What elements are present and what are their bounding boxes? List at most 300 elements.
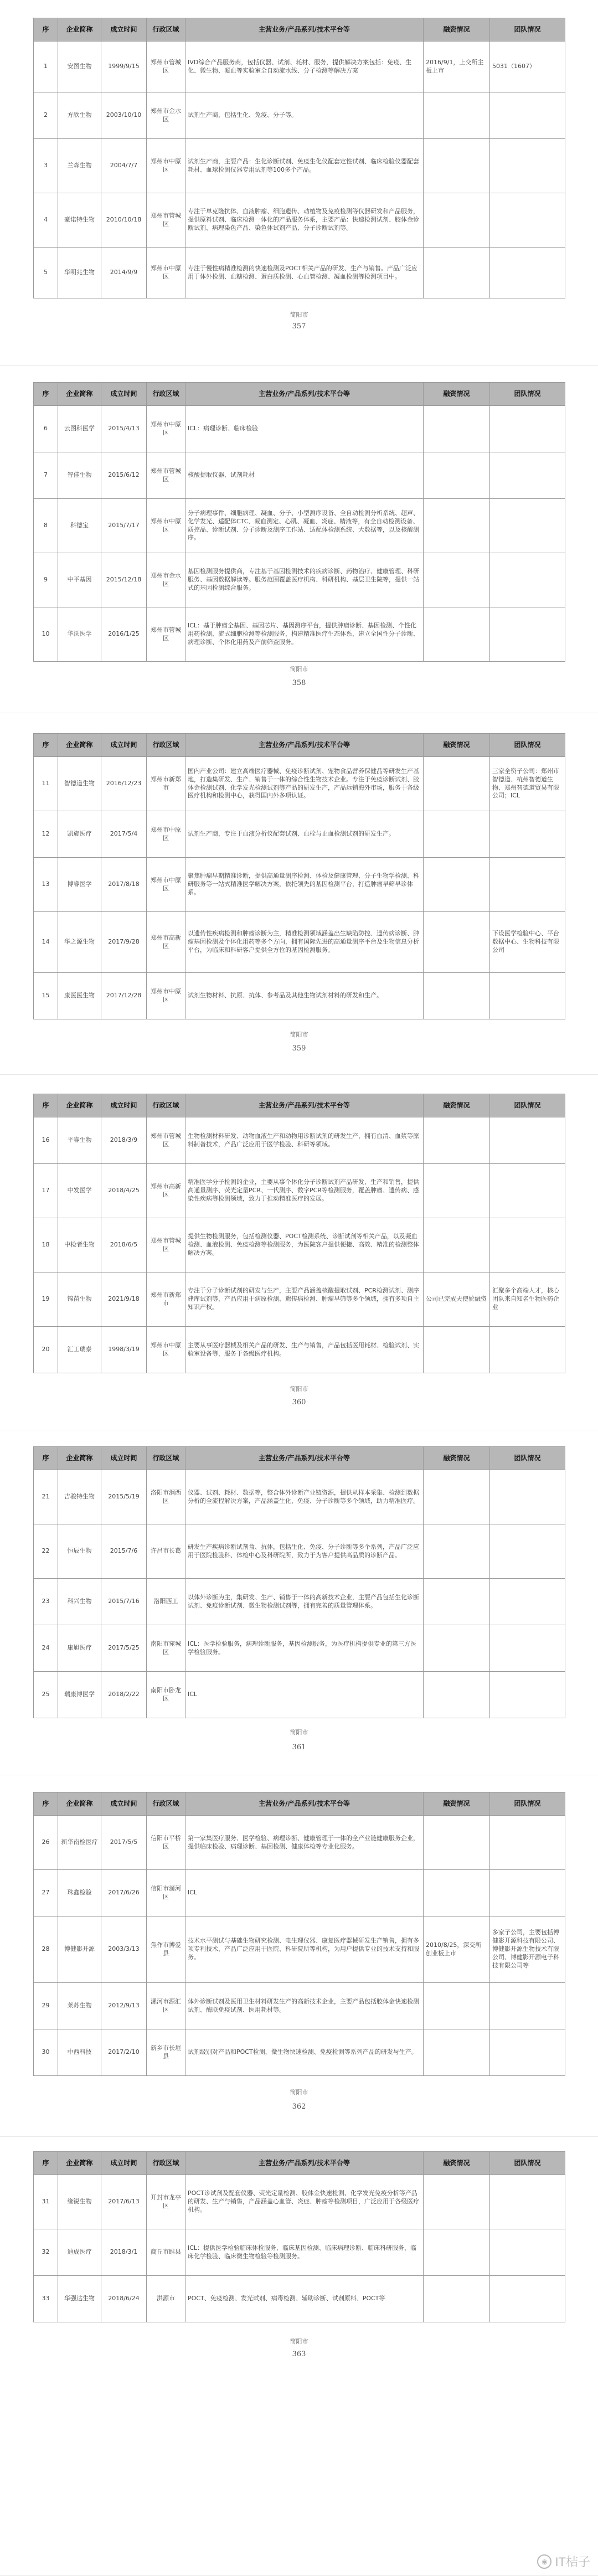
row-business: 技术水平测试与基础生物研究检测、电生理仪器、康复医疗器械研发生产销售，拥有多项专利技术，产品广泛应用于医院、科研院所等机构，为用户提供专业的技术支持和服务。 — [185, 1916, 424, 1983]
report-page — [0, 367, 598, 713]
row-team — [490, 139, 565, 193]
row-team — [490, 1983, 565, 2029]
row-region: 郑州市中原区 — [147, 406, 185, 452]
row-region: 郑州市中原区 — [147, 811, 185, 858]
row-founded-date: 2017/6/13 — [101, 2175, 147, 2229]
row-founded-date: 2015/5/19 — [101, 1470, 147, 1524]
row-region: 郑州市中原区 — [147, 248, 185, 298]
row-financing — [424, 92, 490, 139]
row-business: ICL：基于肿瘤全基因、基因芯片、基因测序平台，提供肿瘤诊断、基因检测、个性化用药检测、流式细胞检测等检测服务，构建精准医疗生态体系，建立全国性分子诊断、病理诊断、个体化用药及产前筛查服务。 — [185, 607, 424, 662]
row-team — [490, 1117, 565, 1164]
row-financing — [424, 1870, 490, 1916]
row-business: 提供生物检测服务，包括检测仪器、POCT检测系统、诊断试剂等相关产品，以及凝血检测、血液检测、免疫检测等检测服务，为医院客户提供便捷、高效、精准的检测整体解决方案。 — [185, 1218, 424, 1272]
header-founded: 成立时间 — [101, 1792, 147, 1816]
row-company-name: 中发医学 — [58, 1164, 101, 1218]
row-founded-date: 2017/8/18 — [101, 858, 147, 912]
page-number: 358 — [292, 679, 306, 687]
row-financing — [424, 406, 490, 452]
row-financing — [424, 139, 490, 193]
row-region: 南阳市卧龙区 — [147, 1672, 185, 1718]
row-seq: 18 — [34, 1218, 58, 1272]
row-business: 聚焦肿瘤早期精准诊断，提供高通量测序检测、体检及健康管理、分子生物学检测、科研服务等一站式精准医学解决方案，依托领先的基因检测平台，打造肿瘤早筛早诊体系。 — [185, 858, 424, 912]
header-company: 企业简称 — [58, 1792, 101, 1816]
row-seq: 23 — [34, 1579, 58, 1625]
row-company-name: 瑞康博医学 — [58, 1672, 101, 1718]
row-seq: 8 — [34, 499, 58, 553]
row-region: 郑州市管城区 — [147, 1218, 185, 1272]
header-company: 企业简称 — [58, 1447, 101, 1470]
row-seq: 31 — [34, 2175, 58, 2229]
row-region: 郑州市中原区 — [147, 1327, 185, 1373]
row-company-name: 中平基因 — [58, 553, 101, 607]
row-region: 郑州市金水区 — [147, 92, 185, 139]
row-region: 郑州市管城区 — [147, 193, 185, 248]
row-region: 漯河市源汇区 — [147, 1983, 185, 2029]
row-region: 商丘市睢县 — [147, 2229, 185, 2276]
report-page — [0, 1431, 598, 1775]
company-table — [33, 733, 565, 1019]
row-team: 5031（1607） — [490, 42, 565, 92]
table-row — [34, 1164, 565, 1218]
row-seq: 2 — [34, 92, 58, 139]
row-team: 多家子公司，主要包括博健影开源科技有限公司、博健影开源生物技术有限公司、博健影开源电子科技有限公司等 — [490, 1916, 565, 1983]
table-row — [34, 1916, 565, 1983]
row-company-name: 中检者生物 — [58, 1218, 101, 1272]
header-region: 行政区域 — [147, 1094, 185, 1117]
company-table — [33, 1792, 565, 2076]
header-team: 团队情况 — [490, 1792, 565, 1816]
page-footer-label: 简阳市 — [290, 1385, 308, 1393]
row-financing — [424, 499, 490, 553]
row-region: 南阳市宛城区 — [147, 1625, 185, 1672]
row-financing — [424, 553, 490, 607]
row-company-name: 豪诺特生物 — [58, 193, 101, 248]
header-region: 行政区域 — [147, 1792, 185, 1816]
row-financing — [424, 757, 490, 811]
report-page — [0, 0, 598, 366]
row-seq: 9 — [34, 553, 58, 607]
header-business: 主营业务/产品系列/技术平台等 — [185, 1094, 424, 1117]
row-region: 洛阳西工 — [147, 1579, 185, 1625]
header-business: 主营业务/产品系列/技术平台等 — [185, 1792, 424, 1816]
table-row — [34, 406, 565, 452]
row-company-name: 康旭医疗 — [58, 1625, 101, 1672]
row-founded-date: 2018/4/25 — [101, 1164, 147, 1218]
header-seq: 序 — [34, 1792, 58, 1816]
row-business: 核酸提取仪器、试剂耗材 — [185, 452, 424, 499]
row-seq: 12 — [34, 811, 58, 858]
row-company-name: 兰森生物 — [58, 139, 101, 193]
header-seq: 序 — [34, 2152, 58, 2175]
row-business: 生物检测材料研发、动物血液生产和动物用诊断试剂的研发生产，拥有血清、血浆等原料制备技术，产品广泛应用于医学检验、科研等领域。 — [185, 1117, 424, 1164]
row-business: ICL — [185, 1672, 424, 1718]
row-region: 信阳市浉河区 — [147, 1870, 185, 1916]
page-number: 357 — [292, 322, 306, 331]
row-company-name: 康医医生物 — [58, 973, 101, 1019]
row-business: 以遗传性疾病检测和肿瘤诊断为主，精准检测领域涵盖出生缺陷防控、遗传病诊断、肿瘤基因检测及个体化用药等多个方向，拥有国际先进的高通量测序平台及生物信息分析平台，为临床和科研客户提供全方位的基因检测服务。 — [185, 912, 424, 973]
page-number: 363 — [292, 2350, 306, 2358]
row-region: 郑州市新郑市 — [147, 757, 185, 811]
table-row — [34, 757, 565, 811]
row-financing — [424, 1816, 490, 1870]
table-row — [34, 1272, 565, 1327]
company-table — [33, 1446, 565, 1718]
table-row — [34, 42, 565, 92]
row-financing — [424, 1470, 490, 1524]
table-row — [34, 1470, 565, 1524]
row-business: ICL：提供医学检验临床体检服务、临床基因检测、临床病理诊断、临床科研服务、临床化学检验、临床微生物检验等检测服务。 — [185, 2229, 424, 2276]
row-company-name: 珠鑫检验 — [58, 1870, 101, 1916]
row-team — [490, 406, 565, 452]
row-business: 精准医学分子检测的企业，主要从事个体化分子诊断试剂产品研发、生产和销售，提供高通量测序、荧光定量PCR、一代测序、数字PCR等检测服务，覆盖肿瘤、遗传病、感染性疾病等检测领域，致力于推动精准医疗的发展。 — [185, 1164, 424, 1218]
header-company: 企业简称 — [58, 383, 101, 406]
header-founded: 成立时间 — [101, 18, 147, 42]
row-financing — [424, 2029, 490, 2076]
row-team — [490, 1625, 565, 1672]
row-founded-date: 2017/12/28 — [101, 973, 147, 1019]
row-financing — [424, 1625, 490, 1672]
table-row — [34, 139, 565, 193]
row-seq: 22 — [34, 1524, 58, 1579]
header-region: 行政区域 — [147, 18, 185, 42]
table-header-row — [34, 734, 565, 757]
row-company-name: 云图科医学 — [58, 406, 101, 452]
row-company-name: 华明兆生物 — [58, 248, 101, 298]
row-seq: 11 — [34, 757, 58, 811]
row-region: 郑州市新郑市 — [147, 1272, 185, 1327]
row-founded-date: 2017/5/4 — [101, 811, 147, 858]
row-team — [490, 499, 565, 553]
row-region: 洛阳市涧西区 — [147, 1470, 185, 1524]
row-founded-date: 2018/6/24 — [101, 2276, 147, 2322]
row-business: 国内产业公司：建立高端医疗器械、免疫诊断试剂、宠物食品营养保健品等研发生产基地，打造集研发、生产、销售于一体的综合性生物技术企业。专注于免疫诊断试剂、胶体金检测试剂、化学发光检测试剂等产品的研发生产，产品远销海外市场，服务于各级医疗机构和检测中心，获得国内外多项认证。 — [185, 757, 424, 811]
row-company-name: 吉骏特生物 — [58, 1470, 101, 1524]
row-business: 试剂生产商，专注于血液分析仪配套试剂、血栓与止血检测试剂的研发生产。 — [185, 811, 424, 858]
row-founded-date: 2012/9/13 — [101, 1983, 147, 2029]
row-seq: 13 — [34, 858, 58, 912]
row-company-name: 迪成医疗 — [58, 2229, 101, 2276]
row-business: 基因检测服务提供商，专注基于基因检测技术的疾病诊断、药物治疗、健康管理、科研服务、基因数据解读等。服务范围覆盖医疗机构、科研机构、基层卫生院等，提供一站式的基因检测综合服务。 — [185, 553, 424, 607]
company-table — [33, 2151, 565, 2322]
header-business: 主营业务/产品系列/技术平台等 — [185, 383, 424, 406]
report-page — [0, 1075, 598, 1430]
row-founded-date: 2017/5/5 — [101, 1816, 147, 1870]
header-business: 主营业务/产品系列/技术平台等 — [185, 734, 424, 757]
header-founded: 成立时间 — [101, 2152, 147, 2175]
row-business: POCT、免疫检测、发光试剂、病毒检测、辅助诊断、试剂原料、POCT等 — [185, 2276, 424, 2322]
row-seq: 5 — [34, 248, 58, 298]
row-team — [490, 2276, 565, 2322]
row-team — [490, 1672, 565, 1718]
table-row — [34, 912, 565, 973]
row-team — [490, 92, 565, 139]
watermark-text: IT桔子 — [555, 2555, 590, 2569]
row-seq: 17 — [34, 1164, 58, 1218]
row-region: 焦作市博爱县 — [147, 1916, 185, 1983]
row-team — [490, 1164, 565, 1218]
row-financing — [424, 973, 490, 1019]
report-page — [0, 2137, 598, 2576]
row-founded-date: 2015/7/6 — [101, 1524, 147, 1579]
table-row — [34, 1870, 565, 1916]
row-business: 以体外诊断为主，集研发、生产、销售于一体的高新技术企业，主要产品包括生化诊断试剂、免疫诊断试剂、微生物检测试剂等，拥有完善的质量管理体系。 — [185, 1579, 424, 1625]
row-founded-date: 2018/6/5 — [101, 1218, 147, 1272]
row-region: 郑州市中原区 — [147, 858, 185, 912]
row-financing — [424, 1218, 490, 1272]
header-region: 行政区域 — [147, 383, 185, 406]
page-number: 360 — [292, 1398, 306, 1407]
company-table — [33, 382, 565, 662]
row-region: 许昌市长葛 — [147, 1524, 185, 1579]
row-company-name: 中西科技 — [58, 2029, 101, 2076]
row-financing — [424, 1524, 490, 1579]
row-financing — [424, 2276, 490, 2322]
row-seq: 29 — [34, 1983, 58, 2029]
row-team — [490, 858, 565, 912]
row-team — [490, 607, 565, 662]
page-number: 362 — [292, 2103, 306, 2111]
row-team — [490, 1579, 565, 1625]
page-number: 359 — [292, 1044, 306, 1053]
row-region: 郑州市金水区 — [147, 553, 185, 607]
row-company-name: 锦苗生物 — [58, 1272, 101, 1327]
row-seq: 28 — [34, 1916, 58, 1983]
row-business: 体外诊断试剂及医用卫生材料研发生产的高新技术企业，主要产品包括胶体金快速检测试剂、酶联免疫试剂、医用耗材等。 — [185, 1983, 424, 2029]
row-company-name: 新华南检医疗 — [58, 1816, 101, 1870]
header-financing: 融资情况 — [424, 18, 490, 42]
row-founded-date: 2010/10/18 — [101, 193, 147, 248]
row-seq: 33 — [34, 2276, 58, 2322]
header-seq: 序 — [34, 18, 58, 42]
header-founded: 成立时间 — [101, 383, 147, 406]
row-seq: 25 — [34, 1672, 58, 1718]
header-region: 行政区域 — [147, 1447, 185, 1470]
row-team — [490, 553, 565, 607]
row-seq: 32 — [34, 2229, 58, 2276]
table-row — [34, 607, 565, 662]
row-seq: 3 — [34, 139, 58, 193]
row-seq: 27 — [34, 1870, 58, 1916]
row-company-name: 莱苏生物 — [58, 1983, 101, 2029]
row-business: IVD综合产品服务商，包括仪器、试剂、耗材、服务，提供解决方案包括：免疫、生化、微生物、凝血等实验室全自动流水线、分子检测等解决方案 — [185, 42, 424, 92]
table-row — [34, 452, 565, 499]
row-financing: 公司已完成天使轮融资 — [424, 1272, 490, 1327]
row-company-name: 安图生物 — [58, 42, 101, 92]
row-financing — [424, 912, 490, 973]
table-header-row — [34, 2152, 565, 2175]
row-founded-date: 2017/5/25 — [101, 1625, 147, 1672]
row-financing — [424, 811, 490, 858]
row-company-name: 科兴生物 — [58, 1579, 101, 1625]
row-founded-date: 2018/2/22 — [101, 1672, 147, 1718]
row-seq: 16 — [34, 1117, 58, 1164]
row-region: 郑州市管城区 — [147, 1117, 185, 1164]
row-region: 开封市龙亭区 — [147, 2175, 185, 2229]
row-seq: 1 — [34, 42, 58, 92]
row-founded-date: 2016/12/23 — [101, 757, 147, 811]
table-row — [34, 973, 565, 1019]
row-business: 专注于慢性病精准检测的快速检测及POCT相关产品的研发、生产与销售。产品广泛应用于体外检测、血糖检测、蛋白质检测、心血管检测、凝血检测等检测项目中。 — [185, 248, 424, 298]
row-business: 仪器、试剂、耗材、数据等，整合体外诊断产业链资源，提供从样本采集、检测到数据分析的全流程解决方案，产品涵盖生化、免疫、分子诊断等多个领域，助力精准医疗。 — [185, 1470, 424, 1524]
row-founded-date: 2014/9/9 — [101, 248, 147, 298]
row-founded-date: 2003/3/13 — [101, 1916, 147, 1983]
row-seq: 10 — [34, 607, 58, 662]
row-financing — [424, 1579, 490, 1625]
company-table — [33, 1094, 565, 1373]
row-business: 分子病理事件、细胞病理、凝血、分子、小型测序设备、全自动检测分析系统、超声、化学发光、适配体CTC、凝血测定、心肌、凝血、炎症、精液等，有全自动检测设备、质控品、诊断试剂、分子诊断及测序工作站、适配体检测系统、大数据等，以及核酸测序。 — [185, 499, 424, 553]
row-seq: 19 — [34, 1272, 58, 1327]
row-business: 专注于分子诊断试剂的研发与生产，主要产品涵盖核酸提取试剂、PCR检测试剂、测序建库试剂等，产品应用于病原检测、遗传病检测、肿瘤早筛等多个领域，拥有多项自主知识产权。 — [185, 1272, 424, 1327]
row-company-name: 华沃医学 — [58, 607, 101, 662]
page-footer-label: 简阳市 — [290, 1729, 308, 1736]
header-financing: 融资情况 — [424, 1447, 490, 1470]
row-founded-date: 2017/2/10 — [101, 2029, 147, 2076]
row-business: 第一家集医疗服务、医学检验、病理诊断、健康管理于一体的全产业链健康服务企业，提供临床检验、病理诊断、基因检测、健康体检等专业化服务。 — [185, 1816, 424, 1870]
company-table — [33, 18, 565, 298]
table-row — [34, 1983, 565, 2029]
header-company: 企业简称 — [58, 2152, 101, 2175]
header-financing: 融资情况 — [424, 1792, 490, 1816]
row-team: 三家全资子公司：郑州市智德道、杭州智德道生物、郑州智德道贸易有限公司；ICL — [490, 757, 565, 811]
row-business: 试剂生物材料、抗原、抗体、参考品及其他生物试剂材料的研发和生产。 — [185, 973, 424, 1019]
row-business: ICL — [185, 1870, 424, 1916]
table-row — [34, 2229, 565, 2276]
row-team — [490, 1816, 565, 1870]
row-team — [490, 1870, 565, 1916]
row-founded-date: 2015/6/12 — [101, 452, 147, 499]
row-financing — [424, 193, 490, 248]
row-business: ICL：病理诊断、临床检验 — [185, 406, 424, 452]
table-row — [34, 2175, 565, 2229]
row-founded-date: 2015/7/16 — [101, 1579, 147, 1625]
header-founded: 成立时间 — [101, 1447, 147, 1470]
table-row — [34, 858, 565, 912]
header-company: 企业简称 — [58, 18, 101, 42]
row-founded-date: 2015/12/18 — [101, 553, 147, 607]
report-page — [0, 714, 598, 1075]
header-team: 团队情况 — [490, 2152, 565, 2175]
row-seq: 6 — [34, 406, 58, 452]
row-region: 郑州市管城区 — [147, 42, 185, 92]
row-founded-date: 2003/10/10 — [101, 92, 147, 139]
table-row — [34, 1672, 565, 1718]
row-founded-date: 2021/9/18 — [101, 1272, 147, 1327]
row-financing — [424, 858, 490, 912]
header-team: 团队情况 — [490, 1447, 565, 1470]
camera-icon: ◉ — [537, 2554, 551, 2569]
row-business: ICL：医学检验服务，病理诊断服务，基因检测服务，为医疗机构提供专业的第三方医学检验服务。 — [185, 1625, 424, 1672]
header-business: 主营业务/产品系列/技术平台等 — [185, 1447, 424, 1470]
row-region: 郑州市中原区 — [147, 499, 185, 553]
table-row — [34, 248, 565, 298]
row-team — [490, 1524, 565, 1579]
row-team — [490, 193, 565, 248]
row-seq: 4 — [34, 193, 58, 248]
row-team — [490, 1470, 565, 1524]
page-footer-label: 简阳市 — [290, 666, 308, 673]
row-company-name: 博睿医学 — [58, 858, 101, 912]
row-founded-date: 2015/4/13 — [101, 406, 147, 452]
row-seq: 26 — [34, 1816, 58, 1870]
row-financing — [424, 2175, 490, 2229]
row-region: 郑州市管城区 — [147, 607, 185, 662]
row-founded-date: 2004/7/7 — [101, 139, 147, 193]
table-header-row — [34, 1447, 565, 1470]
row-seq: 21 — [34, 1470, 58, 1524]
table-header-row — [34, 1792, 565, 1816]
header-business: 主营业务/产品系列/技术平台等 — [185, 18, 424, 42]
row-team — [490, 1327, 565, 1373]
row-company-name: 华之源生物 — [58, 912, 101, 973]
row-team: 下设医学检验中心、平台数据中心、生物科技有限公司 — [490, 912, 565, 973]
row-company-name: 恒辰生物 — [58, 1524, 101, 1579]
row-region: 新乡市长垣县 — [147, 2029, 185, 2076]
header-financing: 融资情况 — [424, 1094, 490, 1117]
row-team — [490, 2229, 565, 2276]
row-seq: 30 — [34, 2029, 58, 2076]
row-team — [490, 452, 565, 499]
header-team: 团队情况 — [490, 734, 565, 757]
table-row — [34, 811, 565, 858]
row-region: 郑州市中原区 — [147, 139, 185, 193]
page-number: 361 — [292, 1743, 306, 1751]
row-seq: 24 — [34, 1625, 58, 1672]
row-business: 主要从事医疗器械及相关产品的研发、生产与销售，产品包括医用耗材、检验试剂、实验室设备等，服务于各级医疗机构。 — [185, 1327, 424, 1373]
row-team — [490, 2029, 565, 2076]
row-business: 研发生产疾病诊断试剂盒、抗体，包括生化、免疫、分子诊断等多个系列，产品广泛应用于医院检验科、体检中心及科研院所，致力于为客户提供高品质的诊断产品。 — [185, 1524, 424, 1579]
header-region: 行政区域 — [147, 734, 185, 757]
row-founded-date: 2018/3/9 — [101, 1117, 147, 1164]
row-team — [490, 2175, 565, 2229]
row-financing — [424, 1327, 490, 1373]
row-business: POCT诊试剂及配套仪器、荧光定量检测、胶体金快速检测、化学发光免疫分析等产品的研发、生产与销售，产品涵盖心血管、炎症、肿瘤等检测项目，广泛应用于各级医疗机构。 — [185, 2175, 424, 2229]
row-founded-date: 2017/9/28 — [101, 912, 147, 973]
header-founded: 成立时间 — [101, 734, 147, 757]
header-company: 企业简称 — [58, 1094, 101, 1117]
table-row — [34, 1816, 565, 1870]
table-row — [34, 1218, 565, 1272]
row-region: 郑州市中原区 — [147, 973, 185, 1019]
row-company-name: 智佳生物 — [58, 452, 101, 499]
header-region: 行政区域 — [147, 2152, 185, 2175]
row-region: 信阳市平桥区 — [147, 1816, 185, 1870]
row-financing — [424, 2229, 490, 2276]
row-team — [490, 1218, 565, 1272]
row-company-name: 博健影开源 — [58, 1916, 101, 1983]
table-row — [34, 1524, 565, 1579]
page-footer-label: 简阳市 — [290, 2089, 308, 2096]
header-seq: 序 — [34, 1094, 58, 1117]
row-founded-date: 2018/3/1 — [101, 2229, 147, 2276]
row-seq: 7 — [34, 452, 58, 499]
table-row — [34, 193, 565, 248]
row-company-name: 平睿生物 — [58, 1117, 101, 1164]
row-financing — [424, 1672, 490, 1718]
row-financing — [424, 607, 490, 662]
header-team: 团队情况 — [490, 18, 565, 42]
row-company-name: 智德道生物 — [58, 757, 101, 811]
row-financing: 2010/8/25，深交所创业板上市 — [424, 1916, 490, 1983]
row-business: 试剂生产商，主要产品：生化诊断试剂、免疫生化仪配套定性试剂、临床检验仪器配套耗材、血球检测仪器专用试剂等100多个产品。 — [185, 139, 424, 193]
header-business: 主营业务/产品系列/技术平台等 — [185, 2152, 424, 2175]
row-team — [490, 973, 565, 1019]
header-founded: 成立时间 — [101, 1094, 147, 1117]
row-company-name: 汇工瑞泰 — [58, 1327, 101, 1373]
watermark — [537, 2553, 590, 2570]
row-business: 试剂生产商，包括生化、免疫、分子等。 — [185, 92, 424, 139]
row-company-name: 华强达生物 — [58, 2276, 101, 2322]
header-financing: 融资情况 — [424, 734, 490, 757]
